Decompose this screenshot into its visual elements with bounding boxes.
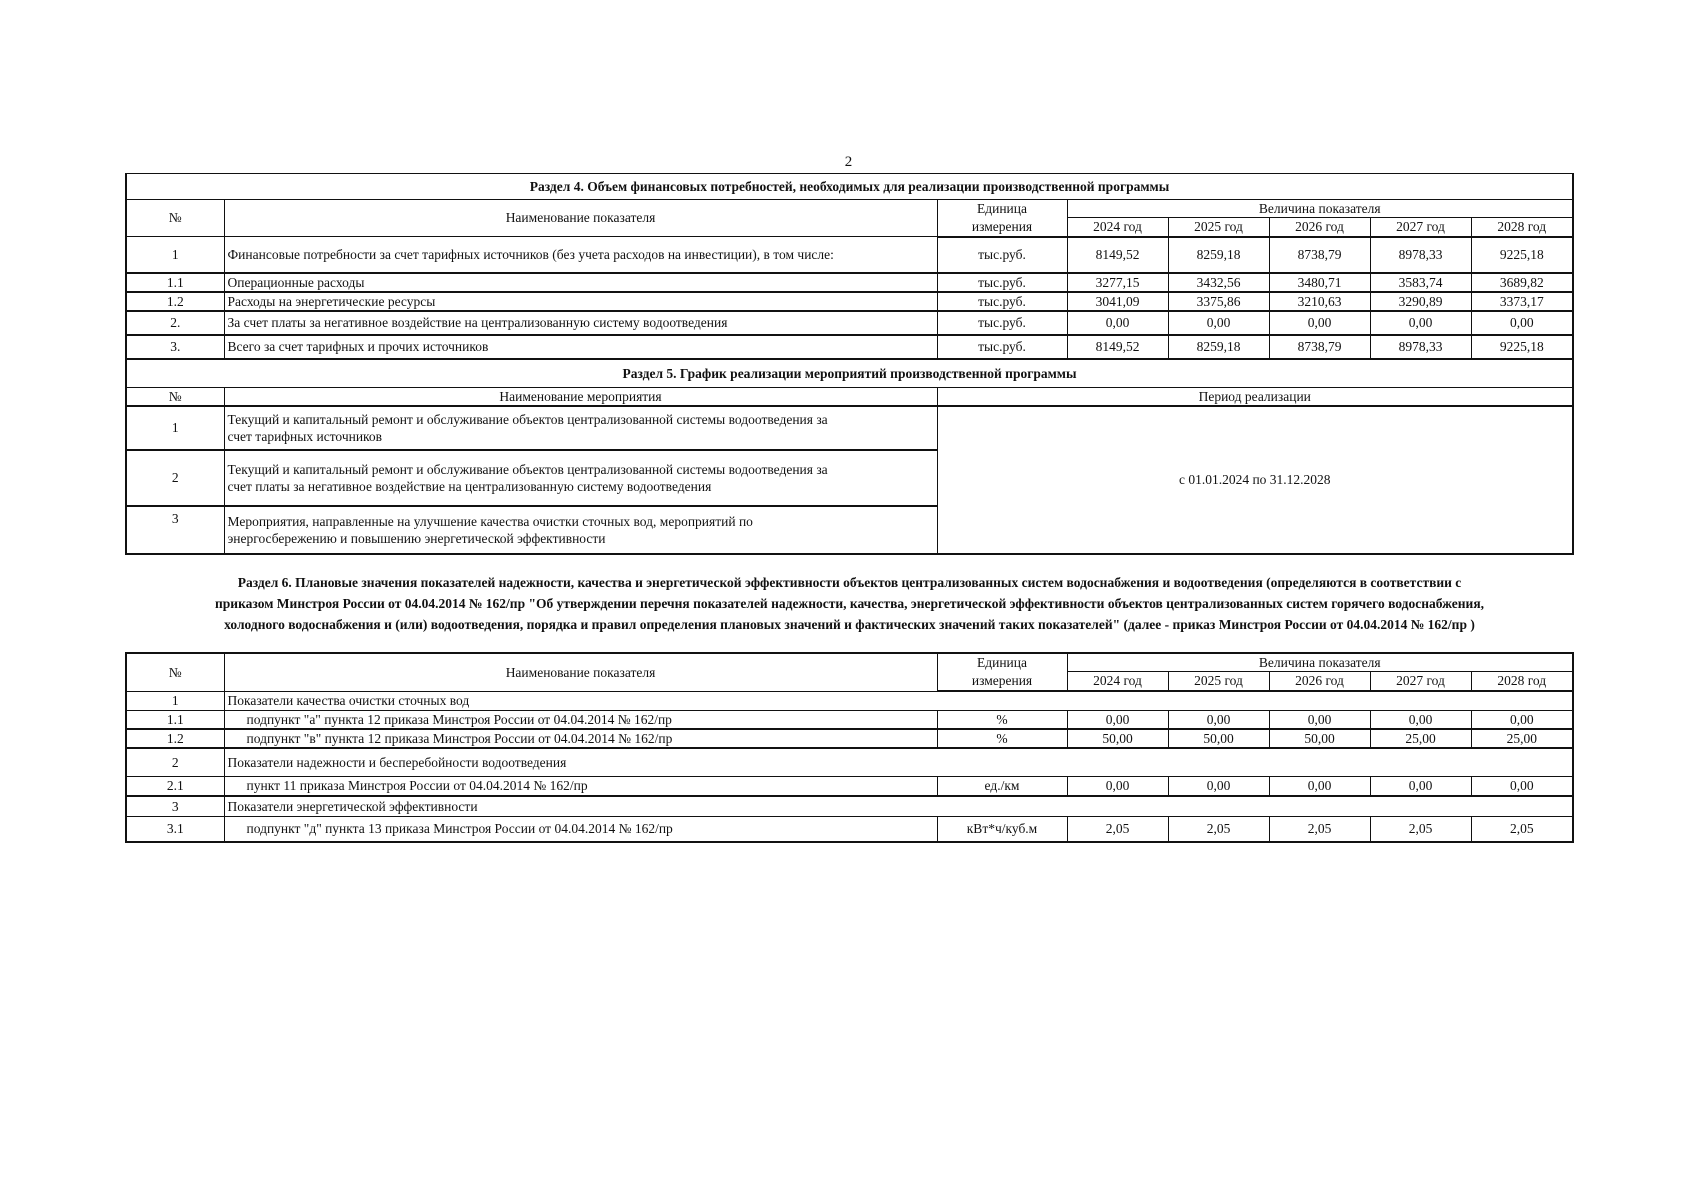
row-value: 8978,33	[1370, 237, 1471, 273]
section4-header-year: 2025 год	[1168, 218, 1269, 237]
row-value: 8738,79	[1269, 237, 1370, 273]
row-value: 2,05	[1067, 816, 1168, 842]
row-value: 3375,86	[1168, 292, 1269, 311]
row-group-name: Показатели качества очистки сточных вод	[224, 691, 1573, 710]
row-name	[224, 450, 937, 506]
row-num: 3	[126, 506, 224, 554]
section4-header-num: №	[126, 200, 224, 237]
row-value: 3689,82	[1471, 273, 1573, 292]
section4-header-year: 2024 год	[1067, 218, 1168, 237]
table-row	[126, 406, 1573, 450]
section4-header-year: 2026 год	[1269, 218, 1370, 237]
table-row	[126, 335, 1573, 359]
row-num: 2	[126, 748, 224, 776]
row-value: 0,00	[1269, 311, 1370, 335]
row-unit: тыс.руб.	[937, 273, 1067, 292]
table-row	[126, 292, 1573, 311]
row-value: 0,00	[1168, 776, 1269, 796]
row-value: 2,05	[1471, 816, 1573, 842]
row-name: подпункт "д" пункта 13 приказа Минстроя России от 04.04.2014 № 162/пр	[224, 816, 937, 842]
table-row	[126, 273, 1573, 292]
section4-header-unit-line2: измерения	[937, 218, 1067, 237]
row-num: 3.1	[126, 816, 224, 842]
row-name: Всего за счет тарифных и прочих источников	[224, 335, 937, 359]
row-value: 0,00	[1370, 311, 1471, 335]
table-row	[126, 816, 1573, 842]
row-unit: кВт*ч/куб.м	[937, 816, 1067, 842]
row-unit: тыс.руб.	[937, 292, 1067, 311]
table-row	[126, 311, 1573, 335]
section6-title-line: холодного водоснабжения и (или) водоотведения, порядка и правил определения плановых значений и фактических значений таких показателей" (далее - приказ Минстроя России от 04.04.2014 № 162/пр )	[224, 616, 1475, 632]
section4-header-unit-line1: Единица	[937, 200, 1067, 218]
row-name	[224, 406, 937, 450]
row-value: 8738,79	[1269, 335, 1370, 359]
row-num: 1.1	[126, 710, 224, 729]
row-value: 25,00	[1370, 729, 1471, 748]
row-value: 50,00	[1168, 729, 1269, 748]
section6-header-year: 2026 год	[1269, 671, 1370, 691]
row-value: 8978,33	[1370, 335, 1471, 359]
row-name: Финансовые потребности за счет тарифных источников (без учета расходов на инвестиции), в том числе:	[224, 237, 937, 273]
row-name: Расходы на энергетические ресурсы	[224, 292, 937, 311]
row-num: 3.	[126, 335, 224, 359]
row-value: 0,00	[1168, 311, 1269, 335]
section6-title-line: Раздел 6. Плановые значения показателей надежности, качества и энергетической эффективности объектов централизованных систем водоснабжения и водоотведения (определяются в соответствии с	[237, 574, 1462, 590]
row-num: 3	[126, 796, 224, 816]
row-value: 25,00	[1471, 729, 1573, 748]
row-value: 0,00	[1067, 311, 1168, 335]
row-value: 8259,18	[1168, 237, 1269, 273]
row-unit: ед./км	[937, 776, 1067, 796]
table-row	[126, 776, 1573, 796]
table-row	[126, 691, 1573, 710]
row-num: 2.1	[126, 776, 224, 796]
table-row	[126, 710, 1573, 729]
row-value: 3277,15	[1067, 273, 1168, 292]
row-value: 9225,18	[1471, 335, 1573, 359]
row-num: 1.1	[126, 273, 224, 292]
section6-header-year: 2025 год	[1168, 671, 1269, 691]
section5-header-num: №	[126, 387, 224, 406]
row-value: 0,00	[1370, 776, 1471, 796]
row-value: 8149,52	[1067, 237, 1168, 273]
section4-header-name: Наименование показателя	[224, 200, 937, 237]
row-name-line: Текущий и капитальный ремонт и обслуживание объектов централизованной системы водоотведения за	[227, 461, 828, 477]
section6-title-line: приказом Минстроя России от 04.04.2014 № 162/пр "Об утверждении перечня показателей надежности, качества, энергетической эффективности объектов централизованных систем горячего водоснабжения,	[215, 595, 1484, 611]
row-value: 3041,09	[1067, 292, 1168, 311]
program-table	[125, 173, 1574, 843]
row-name-line: Текущий и капитальный ремонт и обслуживание объектов централизованной системы водоотведения за	[227, 411, 828, 427]
section6-header-num: №	[126, 653, 224, 692]
row-value: 50,00	[1067, 729, 1168, 748]
section5-header-name: Наименование мероприятия	[224, 387, 937, 406]
row-num: 1	[126, 406, 224, 450]
section6-title	[126, 554, 1573, 653]
row-value: 0,00	[1269, 776, 1370, 796]
row-name-line: счет тарифных источников	[227, 428, 383, 444]
row-group-name: Показатели надежности и бесперебойности водоотведения	[224, 748, 1573, 776]
row-value: 0,00	[1269, 710, 1370, 729]
row-unit: тыс.руб.	[937, 237, 1067, 273]
row-num: 1	[126, 691, 224, 710]
row-value: 3290,89	[1370, 292, 1471, 311]
table-row	[126, 729, 1573, 748]
section5-header-period: Период реализации	[937, 387, 1573, 406]
row-unit: %	[937, 729, 1067, 748]
row-value: 8259,18	[1168, 335, 1269, 359]
row-value: 3432,56	[1168, 273, 1269, 292]
row-name: подпункт "в" пункта 12 приказа Минстроя России от 04.04.2014 № 162/пр	[224, 729, 937, 748]
row-num: 1.2	[126, 292, 224, 311]
row-value: 3583,74	[1370, 273, 1471, 292]
row-value: 3373,17	[1471, 292, 1573, 311]
section6-header-value: Величина показателя	[1067, 653, 1573, 672]
row-name: За счет платы за негативное воздействие на централизованную систему водоотведения	[224, 311, 937, 335]
row-value: 2,05	[1269, 816, 1370, 842]
row-name	[224, 506, 937, 554]
row-unit: %	[937, 710, 1067, 729]
table-row	[126, 237, 1573, 273]
row-value: 0,00	[1471, 776, 1573, 796]
table-row	[126, 796, 1573, 816]
section5-title: Раздел 5. График реализации мероприятий производственной программы	[126, 359, 1573, 387]
section4-header-year: 2027 год	[1370, 218, 1471, 237]
row-num: 2	[126, 450, 224, 506]
row-num: 1	[126, 237, 224, 273]
row-value: 2,05	[1370, 816, 1471, 842]
row-value: 0,00	[1471, 311, 1573, 335]
row-value: 3210,63	[1269, 292, 1370, 311]
row-num: 1.2	[126, 729, 224, 748]
row-name: подпункт "а" пункта 12 приказа Минстроя России от 04.04.2014 № 162/пр	[224, 710, 937, 729]
row-value: 0,00	[1067, 710, 1168, 729]
section6-header-name: Наименование показателя	[224, 653, 937, 692]
row-value: 8149,52	[1067, 335, 1168, 359]
row-value: 0,00	[1067, 776, 1168, 796]
row-value: 0,00	[1370, 710, 1471, 729]
row-unit: тыс.руб.	[937, 311, 1067, 335]
row-value: 9225,18	[1471, 237, 1573, 273]
row-value: 0,00	[1168, 710, 1269, 729]
section6-header-unit-line1: Единица	[937, 653, 1067, 672]
section4-header-year: 2028 год	[1471, 218, 1573, 237]
row-name: пункт 11 приказа Минстроя России от 04.04.2014 № 162/пр	[224, 776, 937, 796]
row-num: 2.	[126, 311, 224, 335]
section6-header-year: 2028 год	[1471, 671, 1573, 691]
section6-header-year: 2024 год	[1067, 671, 1168, 691]
page-number: 2	[844, 154, 853, 170]
row-name-line: счет платы за негативное воздействие на централизованную систему водоотведения	[227, 478, 712, 494]
row-name: Операционные расходы	[224, 273, 937, 292]
row-group-name: Показатели энергетической эффективности	[224, 796, 1573, 816]
row-name-line: энергосбережению и повышению энергетической эффективности	[227, 530, 606, 546]
row-value: 0,00	[1471, 710, 1573, 729]
row-value: 3480,71	[1269, 273, 1370, 292]
row-unit: тыс.руб.	[937, 335, 1067, 359]
row-value: 2,05	[1168, 816, 1269, 842]
section6-header-year: 2027 год	[1370, 671, 1471, 691]
row-value: 50,00	[1269, 729, 1370, 748]
period-value: с 01.01.2024 по 31.12.2028	[937, 406, 1573, 554]
section4-title: Раздел 4. Объем финансовых потребностей, необходимых для реализации производственной программы	[126, 174, 1573, 200]
table-row	[126, 748, 1573, 776]
row-name-line: Мероприятия, направленные на улучшение качества очистки сточных вод, мероприятий по	[227, 513, 753, 529]
section6-header-unit-line2: измерения	[937, 671, 1067, 691]
section4-header-value: Величина показателя	[1067, 200, 1573, 218]
